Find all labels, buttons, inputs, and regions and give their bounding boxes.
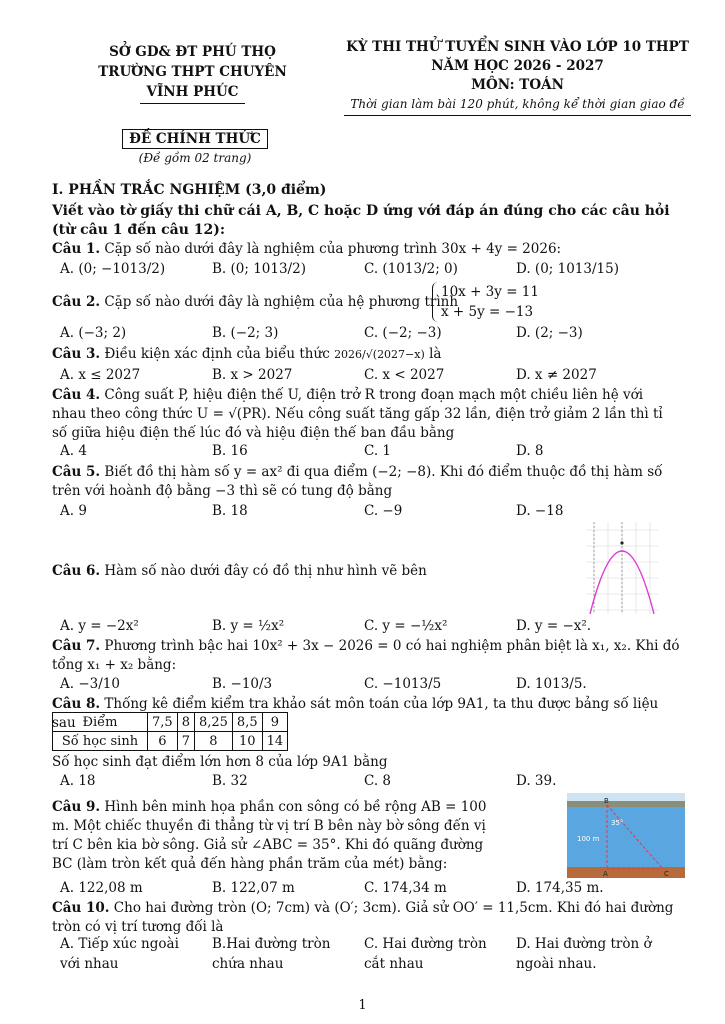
page-count-note: (Đề gồm 02 trang): [138, 151, 252, 165]
table-cell: 14: [262, 732, 288, 751]
table-cell: 7,5: [148, 713, 178, 732]
school-name: TRƯỜNG THPT CHUYÊN: [98, 64, 287, 80]
table-cell: 9: [262, 713, 288, 732]
question-4-options: [60, 443, 680, 462]
option-a[interactable]: A. Tiếp xúc ngoài với nhau: [60, 936, 179, 972]
table-row: [53, 713, 288, 732]
question-10: Câu 10. Cho hai đường tròn (O; 7cm) và (O′; 3cm). Giả sử OO′ = 11,5cm. Khi đó hai đường tròn có vị trí tương đối là: [52, 900, 674, 935]
question-5: Câu 5. Biết đồ thị hàm số y = ax² đi qua điểm (−2; −8). Khi đó điểm thuộc đồ thị hàm số trên với hoành độ bằng −3 thì sẽ có tung độ bằng: [52, 464, 663, 499]
question-1: Câu 1. Cặp số nào dưới đây là nghiệm của phương trình 30x + 4y = 2026:: [52, 241, 562, 257]
point-b-label: B: [604, 797, 609, 805]
exam-year: NĂM HỌC 2026 - 2027: [431, 58, 604, 74]
option-b[interactable]: B. −10/3: [212, 676, 273, 692]
option-a[interactable]: A. (−3; 2): [60, 325, 127, 341]
table-cell: 8: [194, 732, 232, 751]
instruction: Viết vào tờ giấy thi chữ cái A, B, C hoặc D ứng với đáp án đúng cho các câu hỏi (từ câu 1 đến câu 12):: [52, 203, 670, 238]
question-3: Câu 3. Điều kiện xác định của biểu thức 2026/√(2027−x) là: [52, 346, 442, 362]
point-a-label: A: [603, 870, 608, 878]
option-c[interactable]: C. y = −½x²: [364, 618, 448, 634]
option-c[interactable]: C. Hai đường tròn cắt nhau: [364, 936, 487, 972]
exam-subject: MÔN: TOÁN: [471, 77, 564, 93]
question-5-options: [60, 503, 680, 522]
option-b[interactable]: B. (0; 1013/2): [212, 261, 306, 277]
option-b[interactable]: B. y = ½x²: [212, 618, 285, 634]
option-a[interactable]: A. (0; −1013/2): [60, 261, 166, 277]
question-2: Câu 2. Cặp số nào dưới đây là nghiệm của hệ phương trình: [52, 294, 459, 310]
question-6: Câu 6. Hàm số nào dưới đây có đồ thị như hình vẽ bên: [52, 563, 427, 579]
option-d[interactable]: D. Hai đường tròn ở ngoài nhau.: [516, 936, 652, 972]
expression: 2026/√(2027−x): [334, 348, 425, 361]
section-title: I. PHẦN TRẮC NGHIỆM (3,0 điểm): [52, 182, 327, 198]
option-b[interactable]: B.Hai đường tròn chứa nhau: [212, 936, 331, 972]
equation-1: 10x + 3y = 11: [441, 284, 539, 300]
option-b[interactable]: B. 32: [212, 773, 248, 789]
question-9: Câu 9. Hình bên minh họa phần con sông có bề rộng AB = 100 m. Một chiếc thuyền đi thẳng từ vị trí B bên này bờ sông đến vị trí C bên kia bờ sông. Giả sử ∠ABC = 35°. Khi đó quãng đường BC (làm tròn kết quả đến hàng phần trăm của mét) bằng:: [52, 799, 487, 872]
parabola-svg: [586, 522, 658, 614]
option-c[interactable]: C. 8: [364, 773, 392, 789]
option-c[interactable]: C. (1013/2; 0): [364, 261, 458, 277]
school-header: [60, 42, 325, 104]
question-2-options: [60, 325, 680, 344]
official-stamp: [120, 128, 270, 165]
option-a[interactable]: A. 122,08 m: [60, 880, 143, 896]
equation-2: x + 5y = −13: [441, 304, 534, 320]
option-b[interactable]: B. x > 2027: [212, 367, 293, 383]
option-c[interactable]: C. −9: [364, 503, 403, 519]
option-d[interactable]: D. (2; −3): [516, 325, 583, 341]
option-a[interactable]: A. 4: [60, 443, 87, 459]
point-c-label: C: [664, 870, 669, 878]
question-8-tail: Số học sinh đạt điểm lớn hơn 8 của lớp 9A1 bằng: [52, 754, 388, 770]
option-d[interactable]: D. (0; 1013/15): [516, 261, 619, 277]
option-d[interactable]: D. 174,35 m.: [516, 880, 604, 896]
question-6-options: [60, 618, 680, 637]
table-cell: Số học sinh: [53, 732, 148, 751]
option-c[interactable]: C. x < 2027: [364, 367, 445, 383]
option-a[interactable]: A. 18: [60, 773, 96, 789]
parabola-graph: [586, 522, 658, 614]
option-c[interactable]: C. −1013/5: [364, 676, 442, 692]
page-number: 1: [358, 998, 367, 1013]
question-8-options: [60, 773, 680, 792]
option-a[interactable]: A. 9: [60, 503, 87, 519]
option-d[interactable]: D. 1013/5.: [516, 676, 587, 692]
option-b[interactable]: B. (−2; 3): [212, 325, 279, 341]
option-d[interactable]: D. 39.: [516, 773, 557, 789]
angle-label: 35°: [611, 819, 624, 827]
option-c[interactable]: C. 174,34 m: [364, 880, 447, 896]
option-a[interactable]: A. y = −2x²: [60, 618, 139, 634]
option-d[interactable]: D. x ≠ 2027: [516, 367, 597, 383]
table-cell: 7: [177, 732, 194, 751]
table-cell: Điểm: [53, 713, 148, 732]
option-c[interactable]: C. (−2; −3): [364, 325, 442, 341]
width-label: 100 m: [577, 835, 600, 843]
option-b[interactable]: B. 18: [212, 503, 248, 519]
question-8: Câu 8. Thống kê điểm kiểm tra khảo sát môn toán của lớp 9A1, ta thu được bảng số liệu sau: [52, 696, 659, 731]
question-7-options: [60, 676, 680, 695]
table-cell: 10: [232, 732, 262, 751]
score-table: [52, 712, 288, 751]
department-name: SỞ GD& ĐT PHÚ THỌ: [109, 44, 276, 60]
option-b[interactable]: B. 16: [212, 443, 248, 459]
table-row: [53, 732, 288, 751]
equation-system: [432, 282, 539, 322]
option-a[interactable]: A. −3/10: [60, 676, 120, 692]
option-b[interactable]: B. 122,07 m: [212, 880, 295, 896]
question-3-options: [60, 367, 680, 386]
option-a[interactable]: A. x ≤ 2027: [60, 367, 141, 383]
question-1-options: [60, 261, 680, 280]
exam-time: Thời gian làm bài 120 phút, không kể thời gian giao đề: [344, 95, 690, 116]
table-cell: 8,25: [194, 713, 232, 732]
table-cell: 8: [177, 713, 194, 732]
exam-title: KỲ THI THỬ TUYỂN SINH VÀO LỚP 10 THPT: [346, 39, 689, 55]
question-9-options: [60, 880, 680, 899]
option-d[interactable]: D. −18: [516, 503, 564, 519]
table-cell: 6: [148, 732, 178, 751]
option-d[interactable]: D. y = −x².: [516, 618, 592, 634]
school-location: VĨNH PHÚC: [140, 82, 244, 104]
question-7: Câu 7. Phương trình bậc hai 10x² + 3x − 2026 = 0 có hai nghiệm phân biệt là x₁, x₂. Khi đó tổng x₁ + x₂ bằng:: [52, 638, 680, 673]
river-figure: [567, 793, 685, 878]
question-4: Câu 4. Công suất P, hiệu điện thế U, điện trở R trong đoạn mạch một chiều liên hệ với nhau theo công thức U = √(PR). Nếu công suất tăng gấp 32 lần, điện trở giảm 2 lần thì tỉ số giữa hiệu điện thế lúc đó và hiệu điện thế ban đầu bằng: [52, 387, 663, 441]
official-label: ĐỀ CHÍNH THỨC: [122, 129, 268, 149]
exam-header: [330, 38, 705, 116]
table-cell: 8,5: [232, 713, 262, 732]
option-c[interactable]: C. 1: [364, 443, 392, 459]
option-d[interactable]: D. 8: [516, 443, 544, 459]
